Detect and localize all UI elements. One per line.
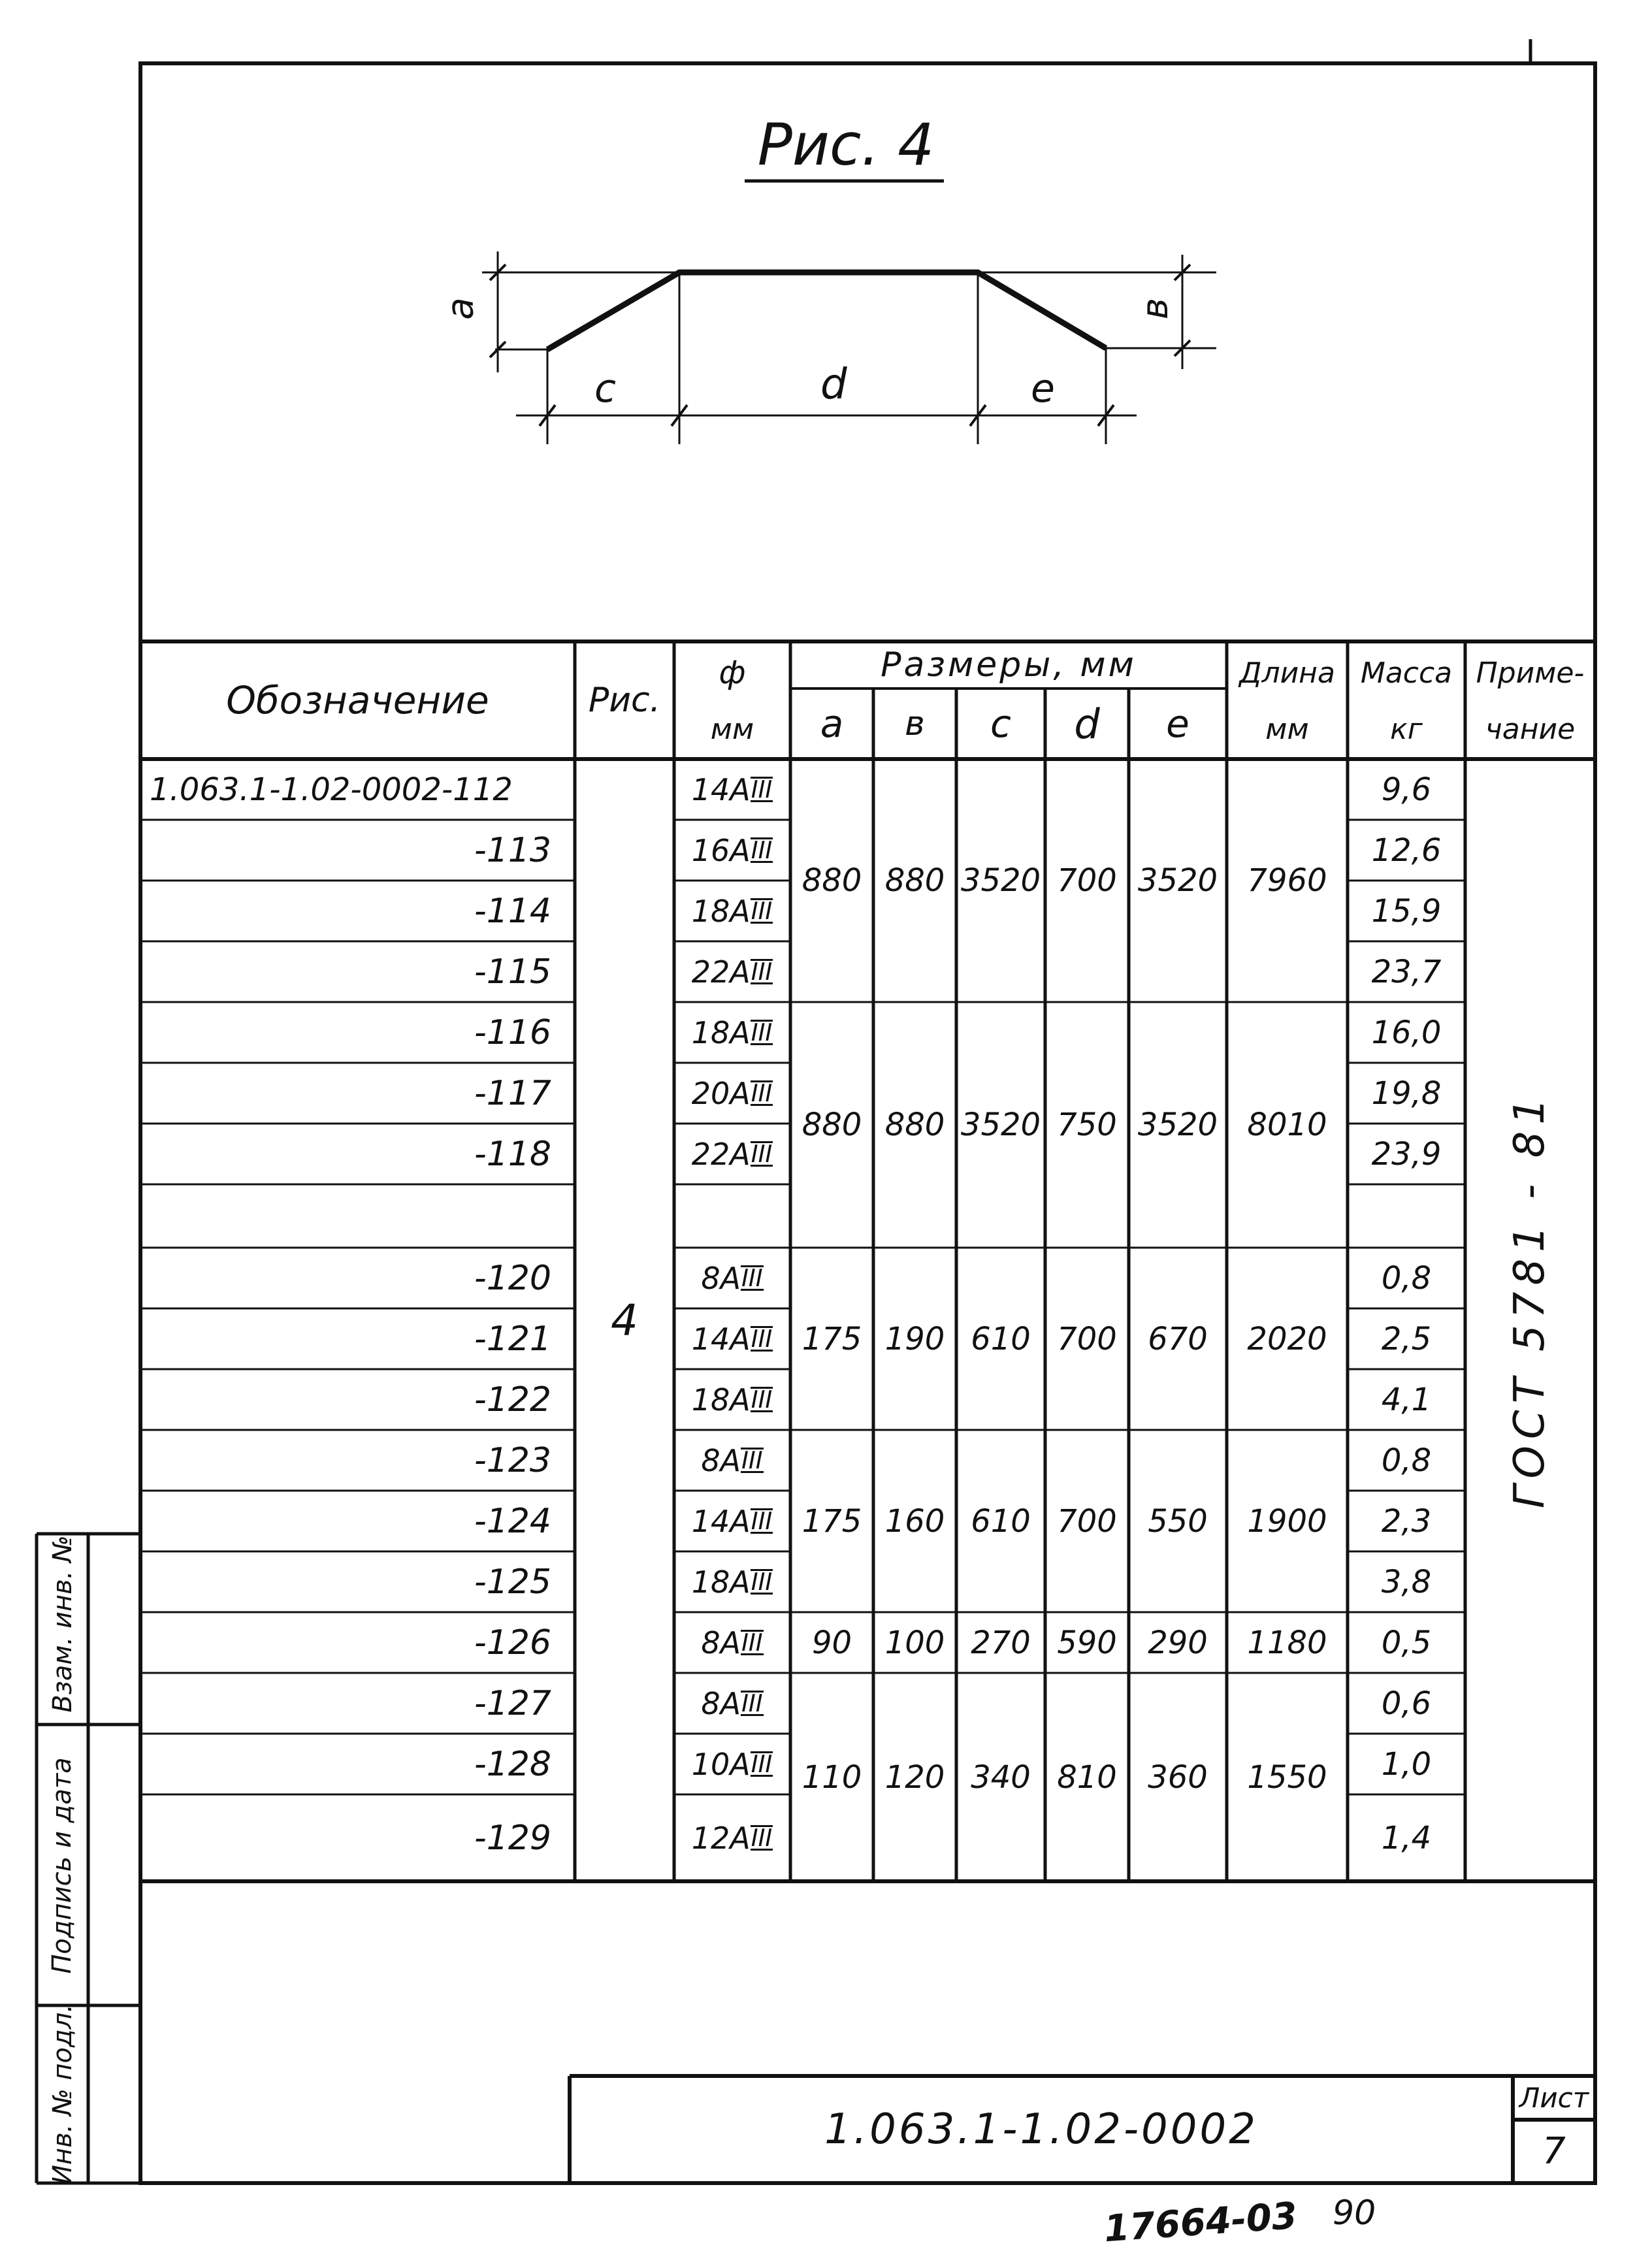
dimension-d-cell: 810 (1057, 1758, 1117, 1796)
designation-cell: -125 (474, 1562, 551, 1602)
steel-class: III (751, 835, 773, 864)
header-dims: Размеры, мм (881, 645, 1137, 685)
mass-cell: 1,4 (1381, 1819, 1432, 1856)
designation-cell: -127 (474, 1683, 551, 1723)
diameter-cell (674, 820, 790, 881)
diameter-value: 14А (691, 1321, 751, 1357)
header-mass-unit: кг (1390, 712, 1423, 746)
dimension-len-cell: 2020 (1247, 1320, 1327, 1357)
steel-class: III (751, 1078, 773, 1107)
dimension-c-cell: 3520 (960, 1107, 1041, 1143)
diameter-cell (674, 1551, 790, 1612)
header-designation: Обозначение (226, 678, 489, 722)
designation-cell: -120 (474, 1258, 551, 1298)
sheet-label: Лист (1519, 2082, 1589, 2114)
dimension-e-cell: 360 (1148, 1758, 1208, 1796)
diameter-value: 12А (691, 1820, 751, 1856)
diameter-value: 20А (691, 1075, 751, 1111)
label-d: d (820, 361, 847, 409)
dimension-c-cell: 3520 (960, 862, 1041, 899)
header-a: a (820, 702, 844, 746)
diameter-cell (674, 1184, 790, 1248)
steel-class: III (751, 1018, 773, 1046)
steel-class: III (751, 1749, 773, 1778)
dimension-c-cell: 610 (971, 1502, 1031, 1540)
mass-cell: 2,3 (1381, 1502, 1432, 1540)
dimension-b-cell: 880 (884, 1107, 945, 1143)
header-c: c (990, 702, 1011, 746)
label-b: в (1134, 297, 1177, 320)
mass-cell: 23,9 (1371, 1135, 1442, 1173)
dimension-e-cell: 670 (1148, 1320, 1208, 1357)
designation-cell: -129 (474, 1818, 551, 1858)
figure-title: Рис. 4 (757, 111, 935, 178)
diameter-cell (674, 1734, 790, 1794)
header-mass: Масса (1360, 656, 1453, 690)
dimension-b-cell: 120 (884, 1758, 945, 1796)
dimension-d-cell: 700 (1057, 1320, 1117, 1357)
diameter-value: 18А (691, 1014, 751, 1050)
diameter-cell (674, 1491, 790, 1551)
steel-class: III (751, 1139, 773, 1168)
steel-class: III (751, 1385, 773, 1414)
dimension-a-cell: 110 (801, 1758, 862, 1796)
designation-cell: -116 (474, 1012, 551, 1052)
mass-cell: 15,9 (1371, 892, 1442, 930)
sheet-number: 7 (1542, 2130, 1566, 2173)
header-fig: Рис. (588, 681, 661, 720)
stamp-inv-original: Инв. № подл. (48, 2004, 78, 2184)
header-note: Приме- (1476, 656, 1585, 690)
label-e: e (1031, 366, 1055, 412)
dimension-len-cell: 1900 (1247, 1502, 1327, 1540)
dimension-c-cell: 340 (971, 1758, 1031, 1796)
steel-class: III (751, 1506, 773, 1535)
dimension-a-cell: 175 (801, 1502, 862, 1540)
diameter-value: 18А (691, 1564, 751, 1600)
steel-class: III (751, 1567, 773, 1596)
steel-class: III (741, 1263, 763, 1292)
dimension-len-cell: 7960 (1247, 862, 1327, 899)
diameter-cell (674, 1124, 790, 1184)
mass-cell: 16,0 (1371, 1014, 1442, 1051)
mass-cell: 0,5 (1381, 1624, 1432, 1661)
mass-cell: 0,6 (1381, 1685, 1432, 1722)
diameter-cell (674, 1612, 790, 1673)
diameter-cell (674, 1794, 790, 1881)
stamp-signature-date: Подпись и дата (47, 1757, 77, 1974)
diameter-value: 8А (701, 1685, 741, 1721)
diameter-value: 16А (691, 832, 751, 868)
designation-cell: -123 (474, 1440, 551, 1480)
mass-cell: 12,6 (1371, 832, 1442, 869)
steel-class: III (741, 1446, 763, 1474)
diameter-value: 8А (701, 1442, 741, 1478)
dimension-e-cell: 3520 (1137, 862, 1218, 899)
dimension-a-cell: 880 (801, 862, 862, 899)
dimension-len-cell: 1180 (1247, 1624, 1327, 1661)
designation-cell: -126 (474, 1623, 551, 1662)
dimension-len-cell: 1550 (1247, 1758, 1327, 1796)
steel-class: III (751, 775, 773, 803)
header-length-unit: мм (1265, 712, 1309, 746)
fig-value: 4 (611, 1295, 638, 1346)
diameter-cell (674, 941, 790, 1002)
dimension-d-cell: 590 (1057, 1624, 1117, 1661)
dimension-a-cell: 90 (811, 1624, 852, 1661)
diameter-cell (674, 881, 790, 941)
steel-class: III (751, 1324, 773, 1353)
dimension-len-cell: 8010 (1247, 1107, 1327, 1143)
mass-cell: 4,1 (1381, 1381, 1432, 1418)
designation-cell: -114 (474, 891, 551, 931)
mass-cell: 19,8 (1371, 1075, 1442, 1112)
dimension-a-cell: 175 (801, 1320, 862, 1357)
diameter-cell (674, 1063, 790, 1124)
steel-class: III (751, 957, 773, 986)
diameter-cell (674, 1002, 790, 1063)
diameter-cell (674, 1369, 790, 1430)
diameter-value: 10А (691, 1746, 751, 1782)
document-code: 1.063.1-1.02-0002 (824, 2105, 1258, 2154)
header-note-2: чание (1485, 712, 1576, 746)
dimension-e-cell: 290 (1148, 1624, 1208, 1661)
diameter-value: 8А (701, 1625, 741, 1660)
dimension-b-cell: 160 (884, 1502, 945, 1540)
dimension-e-cell: 550 (1148, 1502, 1208, 1540)
dimension-a-cell: 880 (801, 1107, 862, 1143)
header-e: e (1166, 702, 1190, 746)
order-number: 17664-03 (1103, 2194, 1299, 2251)
label-a: a (439, 297, 482, 320)
diameter-value: 14А (691, 771, 751, 807)
dimension-d-cell: 750 (1057, 1107, 1117, 1143)
designation-cell: -128 (474, 1744, 551, 1784)
mass-cell: 1,0 (1381, 1745, 1432, 1783)
mass-cell (1348, 1184, 1465, 1248)
designation-cell: -122 (474, 1380, 551, 1419)
designation-cell: 1.063.1-1.02-0002-112 (150, 771, 513, 808)
diameter-cell (674, 759, 790, 820)
dimension-c-cell: 270 (971, 1624, 1031, 1661)
header-length: Длина (1239, 656, 1335, 690)
mass-cell: 2,5 (1381, 1320, 1432, 1357)
steel-class: III (741, 1628, 763, 1657)
designation-cell: -124 (474, 1501, 551, 1541)
designation-cell (140, 1184, 575, 1248)
dimension-d-cell: 700 (1057, 1502, 1117, 1540)
header-phi: ф (719, 655, 746, 691)
steel-class: III (751, 1823, 773, 1852)
steel-class: III (751, 896, 773, 925)
dimension-b-cell: 190 (884, 1320, 945, 1357)
diameter-cell (674, 1248, 790, 1308)
sheet-code: 90 (1333, 2194, 1376, 2233)
mass-cell: 23,7 (1371, 953, 1442, 990)
dimension-b-cell: 880 (884, 862, 945, 899)
diameter-value: 22А (691, 1136, 751, 1172)
diameter-cell (674, 1673, 790, 1734)
dimension-b-cell: 100 (884, 1624, 945, 1661)
diameter-value: 22А (691, 954, 751, 990)
designation-cell: -113 (474, 830, 551, 870)
diameter-value: 8А (701, 1260, 741, 1296)
diameter-cell (674, 1430, 790, 1491)
dimension-e-cell: 3520 (1137, 1107, 1218, 1143)
designation-cell: -118 (474, 1134, 551, 1174)
dimension-d-cell: 700 (1057, 862, 1117, 899)
header-phi-unit: мм (710, 712, 754, 746)
dimension-c-cell: 610 (971, 1320, 1031, 1357)
diameter-value: 14А (691, 1503, 751, 1539)
mass-cell: 9,6 (1381, 771, 1432, 808)
diameter-cell (674, 1308, 790, 1369)
header-d: d (1074, 700, 1100, 748)
designation-cell: -115 (474, 952, 551, 992)
steel-class: III (741, 1689, 763, 1717)
diameter-value: 18А (691, 893, 751, 929)
diameter-value: 18А (691, 1382, 751, 1418)
mass-cell: 0,8 (1381, 1259, 1432, 1297)
mass-cell: 0,8 (1381, 1442, 1432, 1479)
mass-cell: 3,8 (1381, 1563, 1432, 1600)
designation-cell: -121 (474, 1319, 551, 1359)
label-c: c (594, 366, 616, 412)
designation-cell: -117 (474, 1073, 551, 1113)
stamp-vzam-inv: Взам. инв. № (48, 1535, 78, 1713)
note-value: ГОСТ 5781 - 81 (1506, 1091, 1554, 1509)
header-b: в (905, 704, 925, 743)
